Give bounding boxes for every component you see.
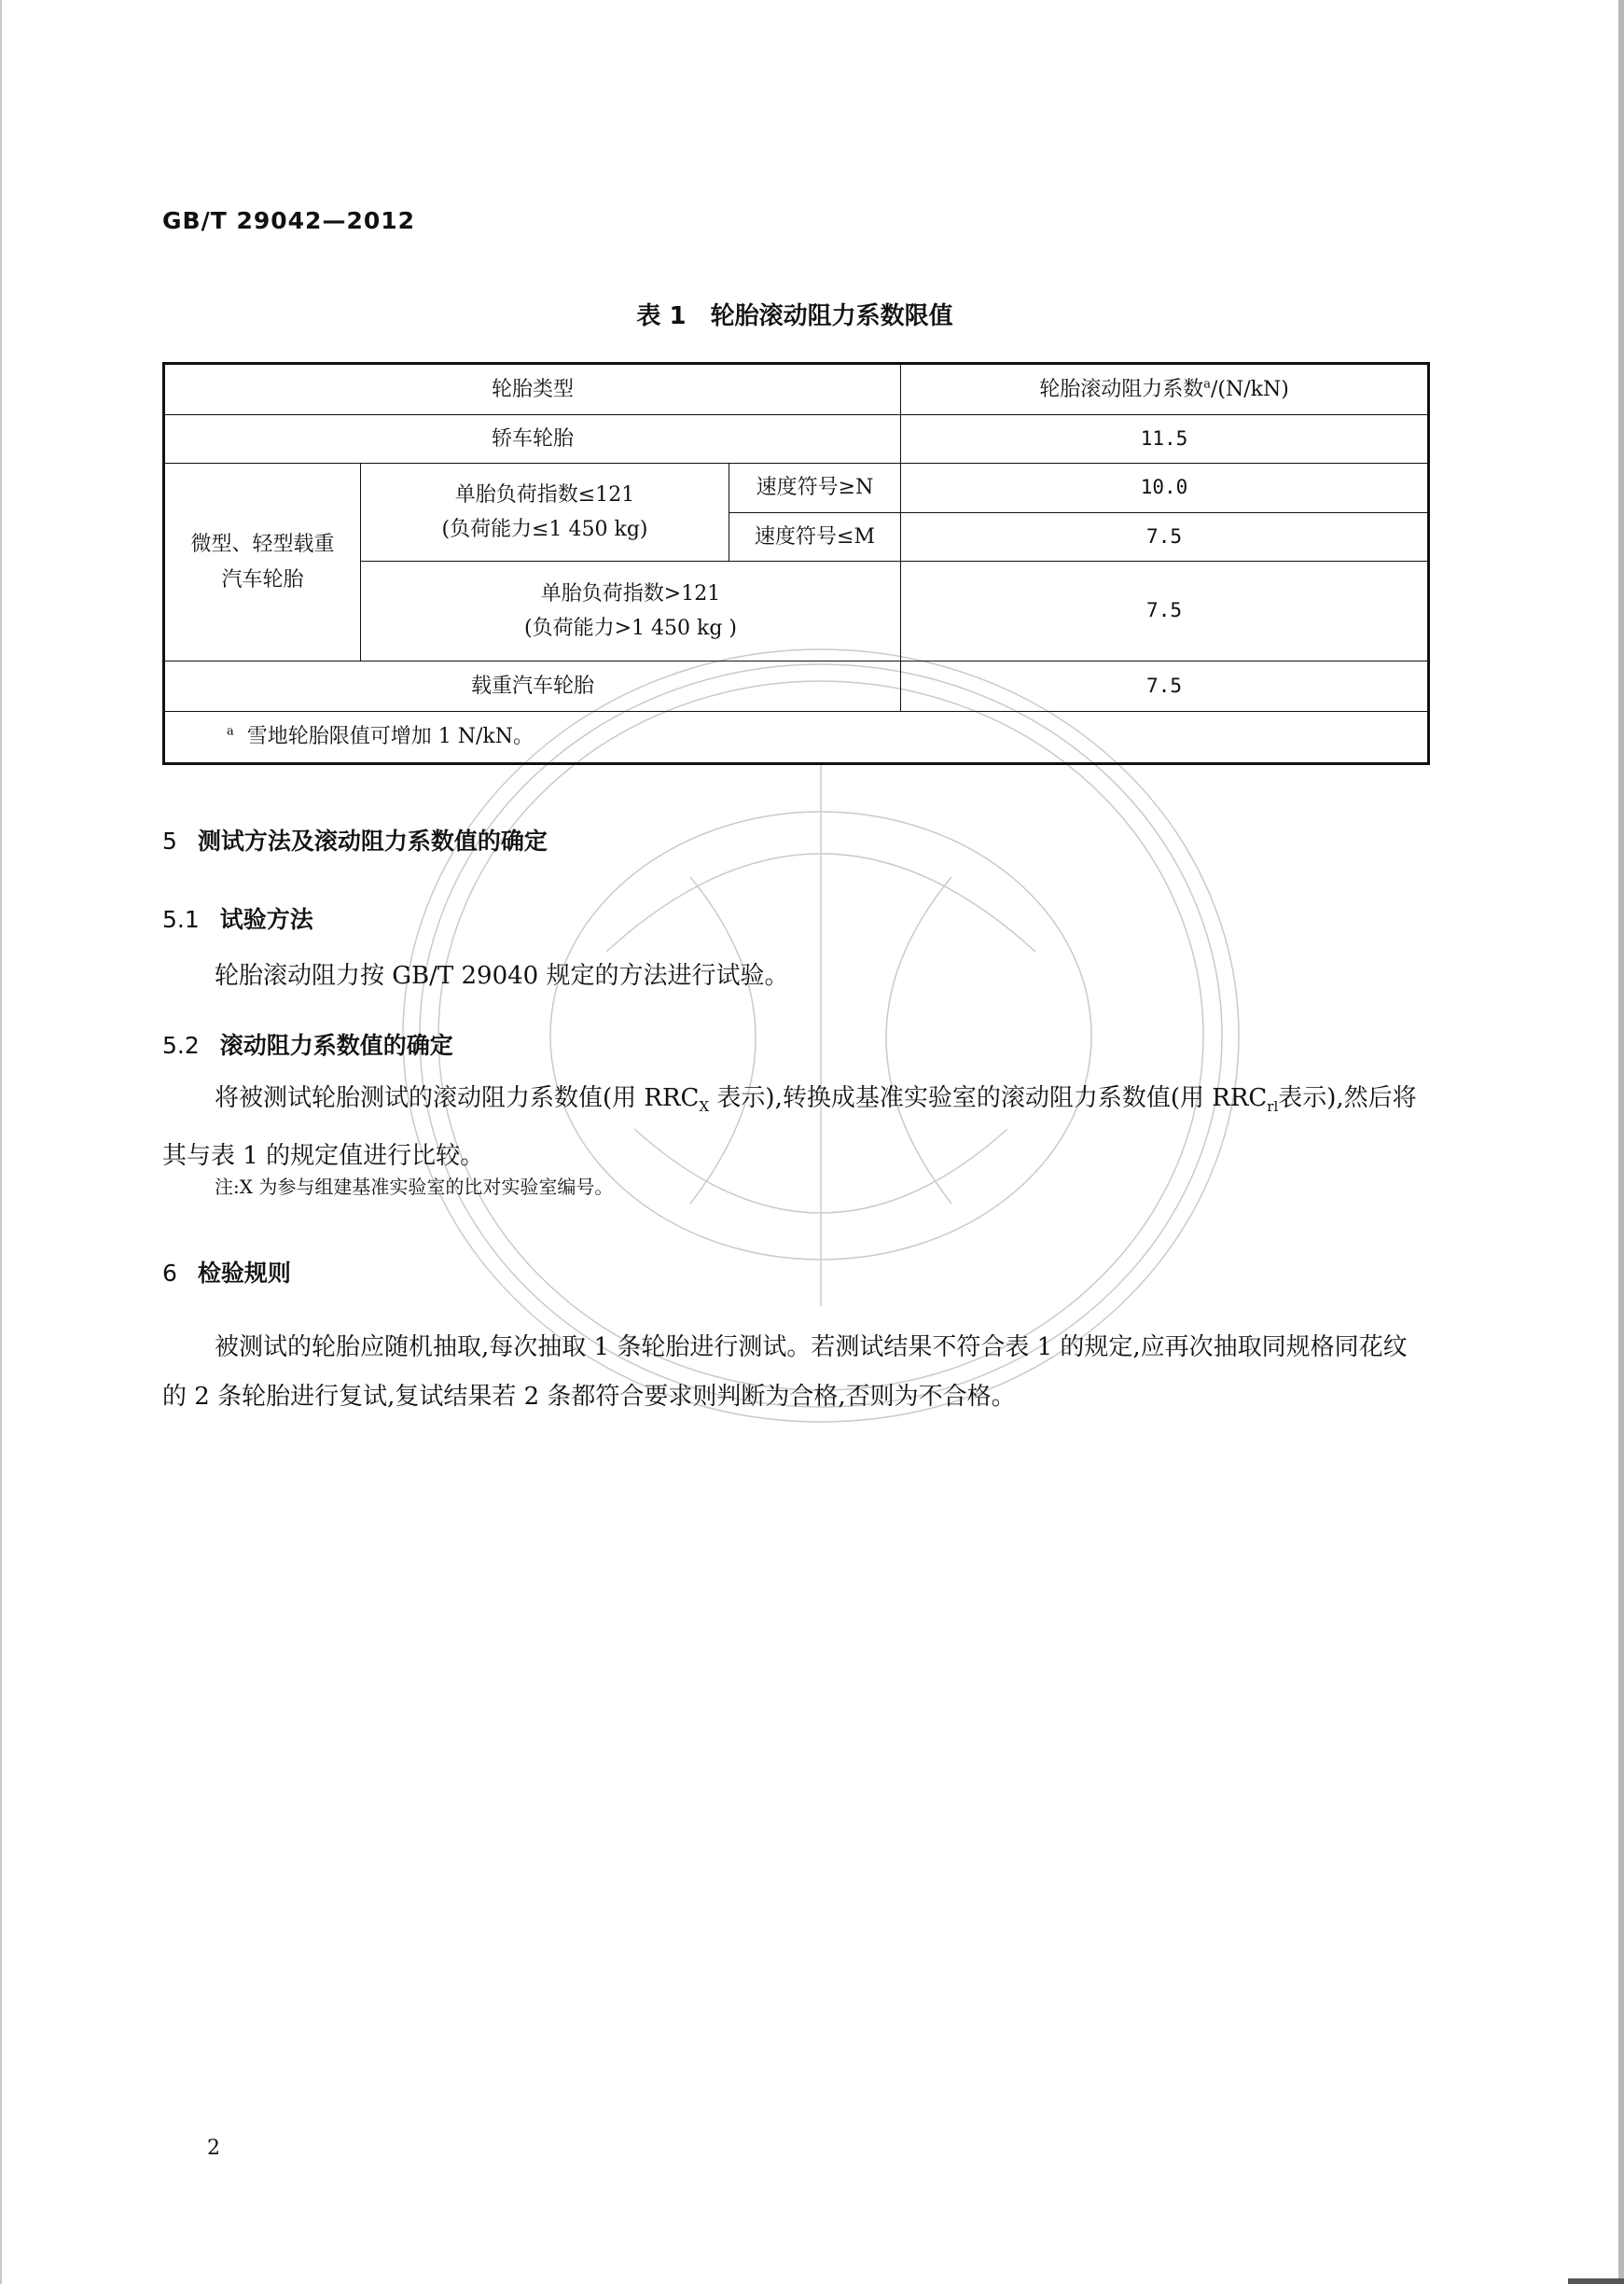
table-row	[164, 662, 1429, 712]
table-number: 表 1	[636, 302, 687, 330]
truck-tire-value: 7.5	[901, 662, 1429, 712]
section-5-1-body: 轮胎滚动阻力按 GB/T 29040 规定的方法进行试验。	[215, 962, 789, 990]
page-edge-right	[1618, 0, 1624, 2284]
section-5-2-body: 将被测试轮胎测试的滚动阻力系数值(用 $RRC_X$ 表示),转换成基准实验室的滚动阻力系数值(用 $RRC_{rl}$表示),然后将其与表 1 的规定值进行比较。	[162, 1084, 1417, 1171]
section-6-heading: 6 检验规则	[162, 1260, 291, 1287]
truck-tire-label: 载重汽车轮胎	[164, 662, 901, 712]
document-id: GB/T 29042—2012	[162, 207, 416, 234]
table-title: 轮胎滚动阻力系数限值	[710, 302, 953, 330]
speed-symbol-ge-n-value: 10.0	[901, 464, 1429, 513]
page-number: 2	[207, 2137, 220, 2160]
table-footnote: $^a$ 雪地轮胎限值可增加 1 N/kN。	[164, 712, 1429, 764]
footnote-ref-mark: a	[1203, 377, 1211, 392]
passenger-car-tire-value: 11.5	[901, 415, 1429, 464]
passenger-car-tire-label: 轿车轮胎	[164, 415, 901, 464]
section-5-2-note: 注:X 为参与组建基准实验室的比对实验室编号。	[215, 1176, 614, 1198]
header-tire-type: 轮胎类型	[164, 364, 901, 415]
table-caption	[162, 297, 1427, 331]
load-index-gt-121: 单胎负荷指数>121 (负荷能力>1 450 kg )	[361, 562, 901, 662]
header-coefficient: 轮胎滚动阻力系数$^a$/(N/kN)	[901, 364, 1429, 415]
section-5-heading: 5 测试方法及滚动阻力系数值的确定	[162, 828, 548, 855]
section-5-2-heading: 5.2 滚动阻力系数值的确定	[162, 1032, 453, 1059]
load-index-gt-121-value: 7.5	[901, 562, 1429, 662]
table-row	[164, 464, 1429, 513]
page-edge-left	[0, 0, 2, 2284]
table-row	[164, 415, 1429, 464]
page-edge-bottom	[1568, 2278, 1624, 2284]
table-footnote-row	[164, 712, 1429, 764]
section-5-1-heading: 5.1 试验方法	[162, 906, 313, 933]
speed-symbol-ge-n: 速度符号≥N	[729, 464, 901, 513]
load-index-le-121: 单胎负荷指数≤121 (负荷能力≤1 450 kg)	[361, 464, 729, 562]
light-truck-tire-label: 微型、轻型载重 汽车轮胎	[164, 464, 361, 662]
rolling-resistance-limits-table	[162, 362, 1430, 765]
speed-symbol-le-m-value: 7.5	[901, 513, 1429, 562]
table-header-row	[164, 364, 1429, 415]
speed-symbol-le-m: 速度符号≤M	[729, 513, 901, 562]
section-6-body: 被测试的轮胎应随机抽取,每次抽取 1 条轮胎进行测试。若测试结果不符合表 1 的规定,应再次抽取同规格同花纹的 2 条轮胎进行复试,复试结果若 2 条都符合要求则判断为合格,否则为不合格。	[162, 1333, 1408, 1411]
